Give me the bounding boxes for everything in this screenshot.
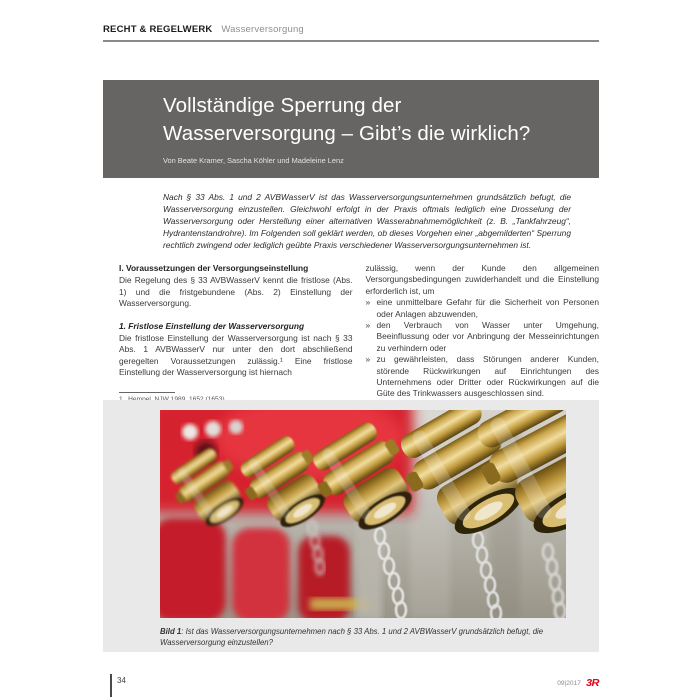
bullet-item <box>366 354 600 400</box>
figure-photo <box>160 410 566 618</box>
brass-couplings-photo-illustration <box>160 410 566 618</box>
bullet-marker: » <box>365 320 371 331</box>
left-column <box>119 263 353 404</box>
article-title-line2: Wasserversorgung – Gibt’s die wirklich? <box>163 122 531 145</box>
issue-label: 09|2017 <box>557 679 581 687</box>
bullet-item <box>366 297 600 320</box>
topic-label: Wasserversorgung <box>221 24 304 35</box>
footer-rule <box>110 674 112 697</box>
article-title-line1: Vollständige Sperrung der <box>163 94 402 117</box>
footnote-rule <box>119 392 175 393</box>
body-columns <box>119 263 599 404</box>
header-rule <box>103 40 599 42</box>
page-number: 34 <box>117 676 126 685</box>
bullet-text: den Verbrauch von Wasser unter Umgehung, Beeinflussung oder vor Anbringung der Messeinrichtungen zu verhindern oder <box>376 320 599 353</box>
bullet-text: zu gewährleisten, dass Störungen anderer Kunden, störende Rückwirkungen auf Einrichtungen des Unternehmens oder Dritter oder Rückwirkungen auf die Güte des Trinkwassers ausgeschlossen sind. <box>376 354 599 399</box>
footer-right <box>557 677 599 689</box>
figure-panel <box>103 400 599 652</box>
section-label: RECHT & REGELWERK <box>103 24 213 35</box>
body-paragraph: zulässig, wenn der Kunde den allgemeinen Versorgungsbedingungen zuwiderhandelt und die Einstellung erforderlich ist, um <box>365 263 599 296</box>
bullet-marker: » <box>365 297 371 308</box>
right-column <box>366 263 600 404</box>
section-heading: I. Voraussetzungen der Versorgungseinstellung <box>119 263 309 273</box>
bullet-item <box>366 320 600 354</box>
bullet-marker: » <box>365 354 371 365</box>
abstract-paragraph: Nach § 33 Abs. 1 und 2 AVBWasserV ist das Wasserversorgungsunternehmen grundsätzlich befugt, die Wasserversorgung einzustellen. Gleichwohl erfolgt in der Praxis oftmals lediglich eine Drosselung der Wasserversorgung oder Herstellung einer alternativen Wasserabnahmemöglichkeit (z. B. „Tankfahrzeug“, Hydrantenstandrohre). Im Folgenden soll geklärt werden, ob dieses Vorgehen einer „abgemilderten“ Sperrung rechtlich zwingend oder lediglich geübte Praxis verschiedener Wasserversorgungsunternehmen ist. <box>163 192 571 250</box>
figure-caption <box>160 626 574 648</box>
page-kicker <box>103 24 599 35</box>
bullet-list <box>366 297 600 400</box>
figure-caption-text: : Ist das Wasserversorgungsunternehmen nach § 33 Abs. 1 und 2 AVBWasserV grundsätzlich befugt, die Wasserversorgung einzustellen? <box>160 627 544 647</box>
figure-caption-label: Bild 1 <box>160 627 182 636</box>
journal-logo: 3R <box>585 677 599 689</box>
article-title <box>163 92 579 148</box>
subsection-heading: 1. Fristlose Einstellung der Wasserversorgung <box>119 320 305 331</box>
body-paragraph: Die fristlose Einstellung der Wasserversorgung ist nach § 33 Abs. 1 AVBWasserV nur unter den dort abschließend geregelten Voraussetzungen zulässig.¹ Eine fristlose Einstellung der Wasserversorgung ist hiernach <box>119 333 353 378</box>
byline: Von Beate Kramer, Sascha Köhler und Madeleine Lenz <box>163 156 344 165</box>
body-paragraph: Die Regelung des § 33 AVBWasserV kennt die fristlose (Abs. 1) und die fristgebundene (Abs. 2) Einstellung der Wasserversorgung. <box>119 275 353 309</box>
bullet-text: eine unmittelbare Gefahr für die Sicherheit von Personen oder Anlagen abzuwenden, <box>376 297 599 319</box>
article-title-box <box>103 80 599 178</box>
